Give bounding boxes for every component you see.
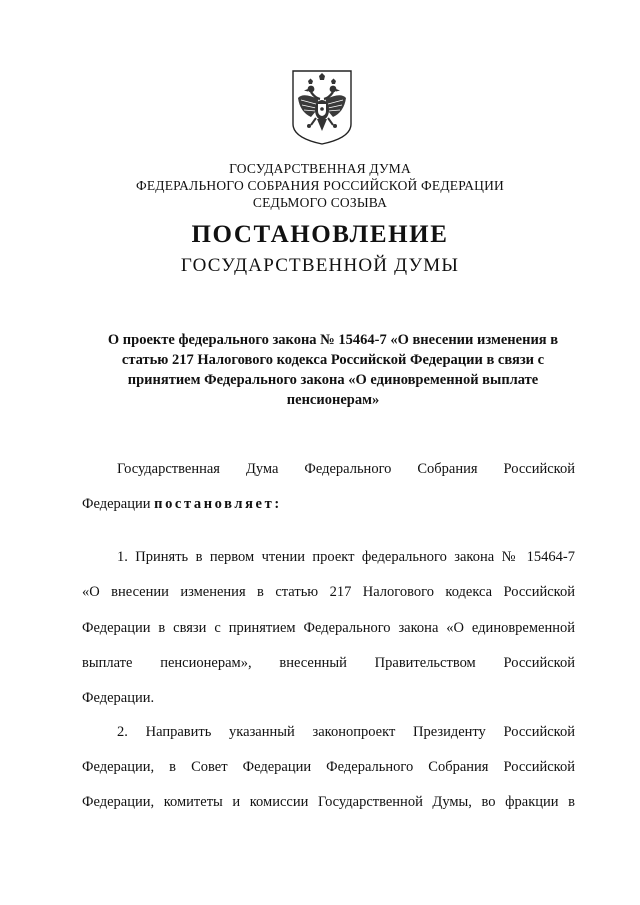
document-subtitle: ГОСУДАРСТВЕННОЙ ДУМЫ [180,255,460,276]
header-line-assembly: ФЕДЕРАЛЬНОГО СОБРАНИЯ РОССИЙСКОЙ ФЕДЕРАЦИИ [136,178,504,193]
item2-line: 2. Направить указанный законопроект Президенту Российской [117,724,575,740]
item1-line: Федерации в связи с принятием Федерального закона «О единовременной [82,620,575,636]
subject-line: принятием Федерального закона «О единовременной выплате [127,372,539,388]
subject-line: пенсионерам» [286,392,380,408]
preamble-line [82,494,575,514]
document-title: ПОСТАНОВЛЕНИЕ [191,221,449,248]
header-line-convocation: СЕДЬМОГО СОЗЫВА [252,195,388,210]
coat-of-arms-emblem [289,68,355,146]
subject-line: О проекте федерального закона № 15464-7 «О внесении изменения в [107,332,559,348]
item2-line: Федерации, в Совет Федерации Федерального Собрания Российской [82,759,575,775]
item1-line: «О внесении изменения в статью 217 Налогового кодекса Российской [82,584,575,600]
preamble-prefix: Федерации [82,496,155,512]
double-headed-eagle-icon [289,68,355,146]
resolves-word: постановляет: [154,496,282,512]
item1-line: выплате пенсионерам», внесенный Правительством Российской [82,655,575,671]
header-line-duma: ГОСУДАРСТВЕННАЯ ДУМА [229,161,411,176]
preamble-line: Государственная Дума Федерального Собрания Российской [117,461,575,477]
item2-line: Федерации, комитеты и комиссии Государственной Думы, во фракции в [82,794,575,810]
item1-line: 1. Принять в первом чтении проект федерального закона № 15464-7 [117,549,575,565]
subject-line: статью 217 Налогового кодекса Российской Федерации в связи с [121,352,545,368]
item1-line: Федерации. [82,690,155,706]
